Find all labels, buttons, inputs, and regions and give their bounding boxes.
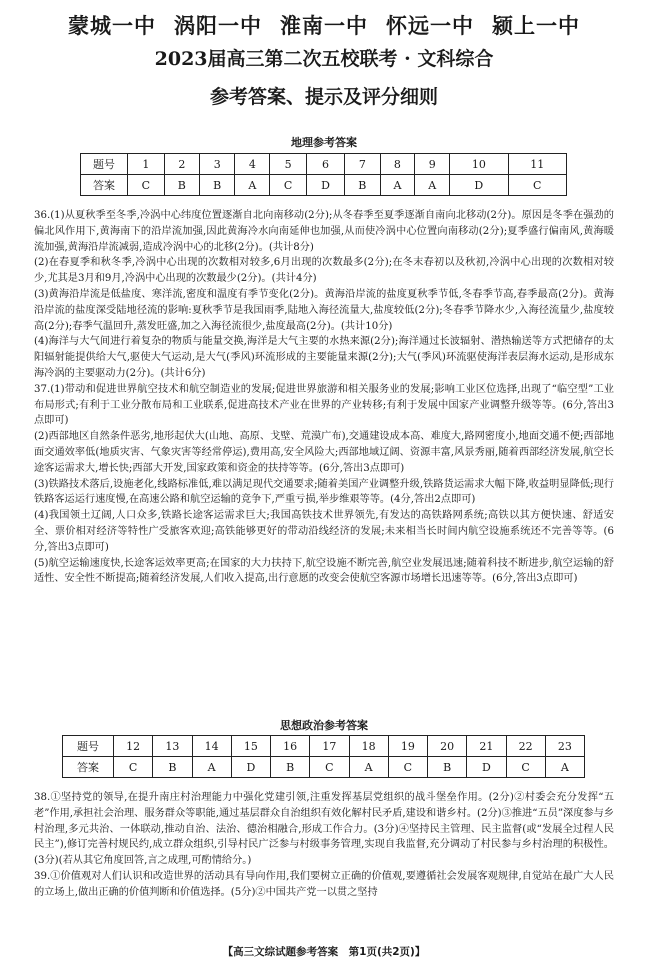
question-number-cell: 10	[450, 154, 508, 175]
answer-cell: B	[271, 757, 310, 778]
answer-cell: B	[345, 175, 380, 196]
answer-cell: A	[192, 757, 231, 778]
question-number-cell: 20	[428, 736, 467, 757]
answer-cell: D	[467, 757, 506, 778]
answer-cell: C	[508, 175, 566, 196]
question-number-cell: 14	[192, 736, 231, 757]
question-number-cell: 1	[128, 154, 165, 175]
answer-cell: A	[235, 175, 270, 196]
answer-cell: A	[349, 757, 388, 778]
geography-explanations	[34, 208, 614, 587]
answer-cell: C	[310, 757, 349, 778]
answer-paragraph: 38.①坚持党的领导,在提升南庄村治理能力中强化党建引领,注重发挥基层党组织的战斗堡垒作用。(2分)②村委会充分发挥“五老”作用,承担社会治理、服务群众等职能,通过基层群众自治组织有效化解村民矛盾,建设和谐乡村。(2分)③推进“五员”深度参与乡村治理,多元共治、一体联动,推动自治、法治、德治相融合,形成工作合力。(3分)④坚持民主管理、民主监督(或“发展全过程人民民主”),修订完善村规民约,成立群众组织,引导村民广泛参与村级事务管理,实现自我监督,充分调动了村民参与乡村治理的积极性。(3分)(若从其它角度回答,言之成理,可酌情给分。)	[34, 792, 614, 867]
question-number-cell: 4	[235, 154, 270, 175]
answer-paragraph: (5)航空运输速度快,长途客运效率更高;在国家的大力扶持下,航空设施不断完善,航空业发展迅速;随着科技不断进步,航空运输的舒适性、安全性不断提高;随着经济发展,人们收入提高,出行意愿的改变会使航空客源市场增长迅速等等。(6分,答出3点即可)	[34, 557, 614, 585]
geography-answer-table	[80, 153, 567, 196]
question-number-cell: 9	[415, 154, 450, 175]
answer-cell: B	[164, 175, 199, 196]
row-label: 题号	[81, 154, 128, 175]
question-number-cell: 15	[231, 736, 270, 757]
geography-section-title: 地理参考答案	[291, 136, 357, 149]
answer-cell: B	[200, 175, 235, 196]
politics-explanations	[34, 790, 614, 901]
table-row	[63, 736, 585, 757]
politics-answer-table	[62, 735, 585, 778]
answer-paragraph: (3)黄海沿岸流是低盐度、寒洋流,密度和温度有季节变化(2分)。黄海沿岸流的盐度夏秋季节低,冬春季节高,春季最高(2分)。黄海沿岸流的盐度深受陆地径流的影响:夏秋季节是我国雨季,陆地入海径流量大,盐度较低(2分);冬春季节降水少,入海径流量少,盐度较高(2分);春季气温回升,蒸发旺盛,加之入海径流很少,盐度最高(2分)。(共计10分)	[34, 288, 614, 332]
answer-paragraph: 39.①价值观对人们认识和改造世界的活动具有导向作用,我们要树立正确的价值观,要遵循社会发展客观规律,自觉站在最广大人民的立场上,做出正确的价值判断和价值选择。(5分)②中国共产党一以贯之坚持	[34, 870, 614, 898]
question-number-cell: 6	[306, 154, 344, 175]
question-number-cell: 8	[380, 154, 415, 175]
school-name: 蒙城一中	[68, 14, 156, 38]
answer-paragraph: (4)我国领土辽阔,人口众多,铁路长途客运需求巨大;我国高铁技术世界领先,有发达的高铁路网系统;高铁以其方便快速、舒适安全、票价相对经济等特性广受旅客欢迎;高铁能够更好的带动沿线经济的发展;未来相当长时间内航空设施系统还不完善等等。(6分,答出3点即可)	[34, 510, 614, 553]
question-number-cell: 21	[467, 736, 506, 757]
question-number-cell: 23	[545, 736, 584, 757]
question-number-cell: 22	[506, 736, 545, 757]
answer-cell: B	[153, 757, 192, 778]
answer-cell: D	[450, 175, 508, 196]
question-number-cell: 19	[388, 736, 427, 757]
question-number-cell: 11	[508, 154, 566, 175]
answer-paragraph: (2)西部地区自然条件恶劣,地形起伏大(山地、高原、戈壁、荒漠广布),交通建设成本高、难度大,路网密度小,地面交通不便;西部地面交通效率低(地质灾害、气象灾害等经常停运),费用高,安全风险大;西部地域辽阔、资源丰富,风景秀丽,随着西部经济发展,航空长途客运需求大,增长快;西部大开发,国家政策和资金的扶持等等。(6分,答出3点即可)	[34, 431, 614, 474]
question-number-cell: 7	[345, 154, 380, 175]
row-label: 题号	[63, 736, 114, 757]
question-number-cell: 12	[114, 736, 153, 757]
answer-paragraph: 36.(1)从夏秋季至冬季,冷涡中心纬度位置逐渐自北向南移动(2分);从冬春季至夏季逐渐自南向北移动(2分)。原因是冬季在强劲的偏北风作用下,黄海南下的沿岸流加强,因此黄海冷水向南延伸也加强,从而使冷涡中心位置向南移动(2分);夏季盛行偏南风,黄海暖流加强,黄海沿岸流减弱,造成冷涡中心的北移(2分)。(共计8分)	[34, 210, 614, 253]
school-name: 涡阳一中	[174, 14, 262, 38]
table-row	[81, 175, 567, 196]
answer-cell: A	[415, 175, 450, 196]
question-number-cell: 17	[310, 736, 349, 757]
row-label: 答案	[81, 175, 128, 196]
exam-subtitle: 参考答案、提示及评分细则	[209, 86, 438, 108]
answer-cell: C	[128, 175, 165, 196]
table-row	[63, 757, 585, 778]
question-number-cell: 3	[200, 154, 235, 175]
question-number-cell: 16	[271, 736, 310, 757]
answer-cell: C	[506, 757, 545, 778]
row-label: 答案	[63, 757, 114, 778]
answer-paragraph: (3)铁路技术落后,设施老化,线路标准低,难以满足现代交通要求;随着美国产业调整升级,铁路货运需求大幅下降,收益明显降低;现行铁路客运运行速度慢,在高速公路和航空运输的竞争下,严重亏损,举步维艰等等。(4分,答出2点即可)	[34, 478, 614, 506]
school-name: 颍上一中	[492, 14, 580, 38]
exam-title: 2023届高三第二次五校联考 · 文科综合	[154, 48, 494, 70]
question-number-cell: 18	[349, 736, 388, 757]
answer-cell: A	[380, 175, 415, 196]
question-number-cell: 5	[270, 154, 307, 175]
table-row	[81, 154, 567, 175]
answer-paragraph: (4)海洋与大气间进行着复杂的物质与能量交换,海洋是大气主要的水热来源(2分);海洋通过长波辐射、潜热输送等方式把储存的太阳辐射能提供给大气,驱使大气运动,是大气(季风)环流形成的主要能量来源(2分);大气(季风)环流驱使海洋表层海水运动,是形成东海冷涡的主要驱动力(2分)。(共计6分)	[34, 336, 614, 379]
answer-cell: C	[270, 175, 307, 196]
answer-cell: C	[114, 757, 153, 778]
answer-cell: D	[306, 175, 344, 196]
question-number-cell: 13	[153, 736, 192, 757]
answer-paragraph: 37.(1)带动和促进世界航空技术和航空制造业的发展;促进世界旅游和相关服务业的发展;影响工业区位选择,出现了“临空型”工业布局形式;有利于工业分散布局和工业联系,促进高技术产业在世界的产业转移;有利于发展中国家产业调整升级等等。(6分,答出3点即可)	[34, 383, 614, 427]
question-number-cell: 2	[164, 154, 199, 175]
page-footer: 【高三文综试题参考答案 第1页(共2页)】	[222, 946, 426, 958]
school-name: 淮南一中	[280, 14, 368, 38]
school-name: 怀远一中	[386, 14, 474, 38]
answer-cell: D	[231, 757, 270, 778]
answer-cell: B	[428, 757, 467, 778]
politics-section-title: 思想政治参考答案	[280, 719, 368, 732]
answer-paragraph: (2)在春夏季和秋冬季,冷涡中心出现的次数相对较多,6月出现的次数最多(2分);在冬末春初以及秋初,冷涡中心出现的次数相对较少,尤其是3月和9月,冷涡中心出现的次数最少(2分)。(共计4分)	[34, 257, 614, 285]
answer-cell: A	[545, 757, 584, 778]
answer-cell: C	[388, 757, 427, 778]
school-names	[0, 10, 648, 40]
